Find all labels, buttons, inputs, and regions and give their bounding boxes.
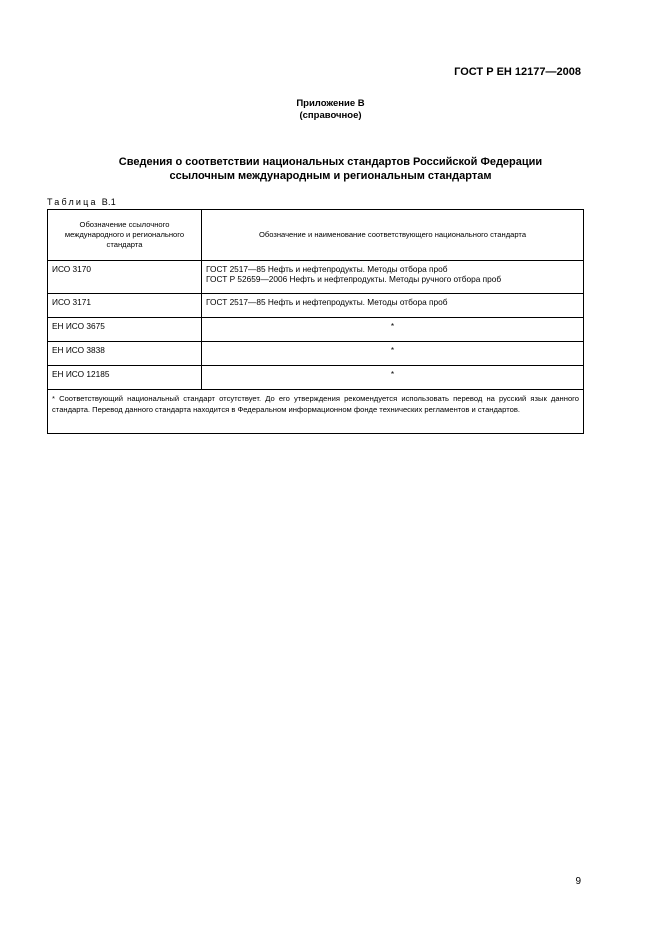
- table-caption: [47, 197, 116, 207]
- table-caption-prefix: Таблица: [47, 197, 98, 207]
- header-reference-standard: Обозначение ссылочного международного и регионального стандарта: [48, 210, 202, 261]
- main-title: [0, 155, 661, 183]
- cell-national: ГОСТ 2517—85 Нефть и нефтепродукты. Методы отбора проб: [202, 294, 584, 318]
- cell-national: *: [202, 318, 584, 342]
- annex-heading: [0, 98, 661, 122]
- cell-reference: ЕН ИСО 3838: [48, 342, 202, 366]
- table-row: [48, 342, 584, 366]
- page-number: 9: [575, 876, 581, 887]
- table-footnote: * Соответствующий национальный стандарт отсутствует. До его утверждения рекомендуется использовать перевод на русский язык данного стандарта. Перевод данного стандарта находится в Федеральном информационном фонде технических регламентов и стандартов.: [48, 390, 584, 434]
- table-caption-number: В.1: [101, 197, 117, 207]
- annex-title: Приложение В: [296, 98, 365, 109]
- main-title-line-1: Сведения о соответствии национальных стандартов Российской Федерации: [118, 156, 543, 168]
- document-code: ГОСТ Р ЕН 12177—2008: [454, 66, 581, 78]
- header-national-standard: Обозначение и наименование соответствующего национального стандарта: [202, 210, 584, 261]
- cell-national: [202, 261, 584, 294]
- cell-reference: ЕН ИСО 12185: [48, 366, 202, 390]
- table-footnote-row: [48, 390, 584, 434]
- table-row: [48, 261, 584, 294]
- table-row: [48, 366, 584, 390]
- cell-national: *: [202, 366, 584, 390]
- cell-reference: ИСО 3170: [48, 261, 202, 294]
- national-line: ГОСТ Р 52659—2006 Нефть и нефтепродукты. Методы ручного отбора проб: [206, 274, 502, 284]
- table-header-row: [48, 210, 584, 261]
- annex-subtitle: (справочное): [299, 110, 362, 121]
- cell-reference: ЕН ИСО 3675: [48, 318, 202, 342]
- national-line: ГОСТ 2517—85 Нефть и нефтепродукты. Методы отбора проб: [206, 264, 448, 274]
- table-row: [48, 294, 584, 318]
- standards-table: [47, 209, 584, 434]
- table-row: [48, 318, 584, 342]
- cell-reference: ИСО 3171: [48, 294, 202, 318]
- cell-national: *: [202, 342, 584, 366]
- main-title-line-2: ссылочным международным и региональным стандартам: [169, 170, 492, 182]
